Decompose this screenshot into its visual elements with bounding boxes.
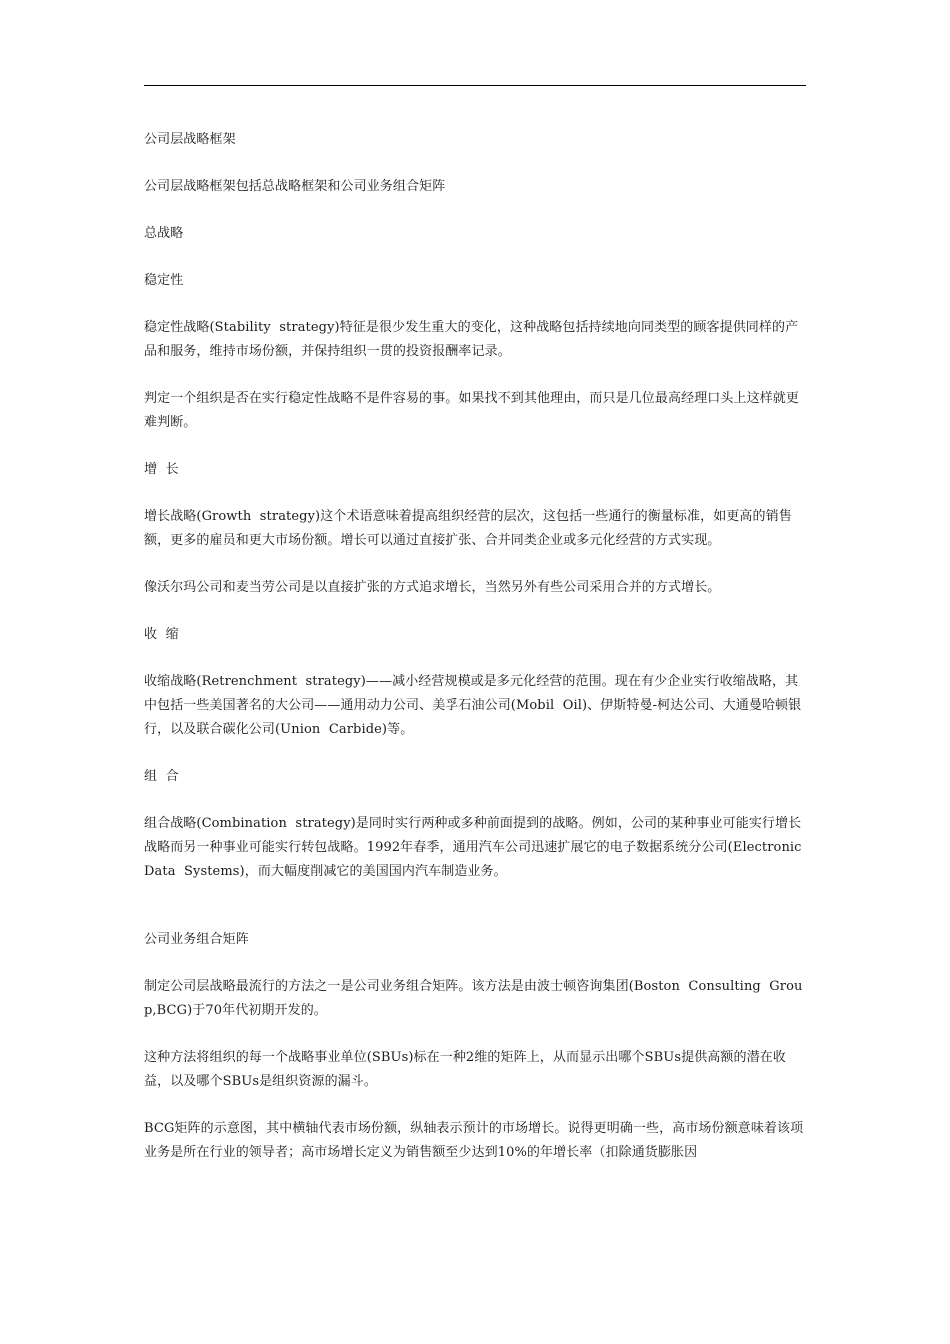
intro-paragraph: 公司层战略框架包括总战略框架和公司业务组合矩阵 (144, 179, 446, 194)
heading-stability: 稳定性 (144, 273, 184, 288)
subsection-title-portfolio-matrix: 公司业务组合矩阵 (144, 932, 249, 947)
subsection-title-overall-strategy: 总战略 (144, 226, 184, 241)
paragraph-bcg-axes: BCG矩阵的示意图，其中横轴代表市场份额，纵轴表示预计的市场增长。说得更明确一些，高市场份额意味着该项业务是所在行业的领导者；高市场增长定义为销售额至少达到10%的年增长率（扣除通货膨胀因 (144, 1121, 804, 1160)
document-body (144, 128, 811, 1188)
paragraph-growth-examples: 像沃尔玛公司和麦当劳公司是以直接扩张的方式追求增长，当然另外有些公司采用合并的方式增长。 (144, 580, 721, 595)
paragraph-sbu-matrix: 这种方法将组织的每一个战略事业单位(SBUs)标在一种2维的矩阵上，从而显示出哪个SBUs提供高额的潜在收益，以及哪个SBUs是组织资源的漏斗。 (144, 1050, 786, 1089)
heading-retrenchment: 收 缩 (144, 627, 179, 642)
paragraph-stability-definition: 稳定性战略(Stability strategy)特征是很少发生重大的变化，这种战略包括持续地向同类型的顾客提供同样的产品和服务，维持市场份额，并保持组织一贯的投资报酬率记录。 (144, 320, 799, 359)
heading-combination: 组 合 (144, 769, 179, 784)
paragraph-combination-definition: 组合战略(Combination strategy)是同时实行两种或多种前面提到的战略。例如，公司的某种事业可能实行增长战略而另一种事业可能实行转包战略。1992年春季，通用汽车公司迅速扩展它的电子数据系统分公司(Electronic Data Systems)，而大幅度削减它的美国国内汽车制造业务。 (144, 816, 811, 879)
heading-growth: 增 长 (144, 462, 179, 477)
section-title: 公司层战略框架 (144, 132, 236, 147)
paragraph-stability-judgement: 判定一个组织是否在实行稳定性战略不是件容易的事。如果找不到其他理由，而只是几位最高经理口头上这样就更难判断。 (144, 391, 800, 430)
header-rule (144, 85, 806, 86)
paragraph-retrenchment-definition: 收缩战略(Retrenchment strategy)——减小经营规模或是多元化经营的范围。现在有少企业实行收缩战略，其中包括一些美国著名的大公司——通用动力公司、美孚石油公司(Mobil Oil)、伊斯特曼-柯达公司、大通曼哈顿银行，以及联合碳化公司(Union Carbide)等。 (144, 674, 802, 737)
paragraph-growth-definition: 增长战略(Growth strategy)这个术语意味着提高组织经营的层次，这包括一些通行的衡量标准，如更高的销售额，更多的雇员和更大市场份额。增长可以通过直接扩张、合并同类企业或多元化经营的方式实现。 (144, 509, 792, 548)
paragraph-bcg-origin: 制定公司层战略最流行的方法之一是公司业务组合矩阵。该方法是由波士顿咨询集团(Boston Consulting Group,BCG)于70年代初期开发的。 (144, 979, 803, 1018)
